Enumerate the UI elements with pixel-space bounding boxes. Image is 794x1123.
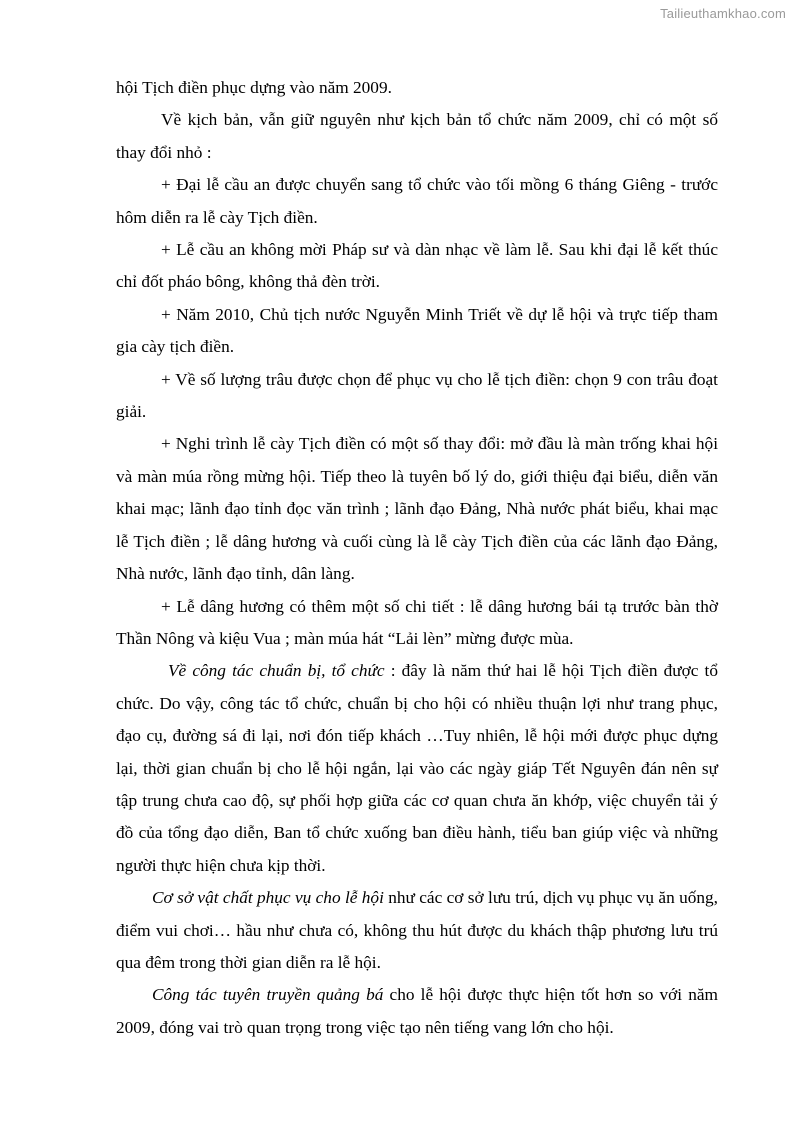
preparation-heading: Về công tác chuẩn bị, tổ chức — [168, 661, 385, 681]
paragraph-facilities — [116, 882, 718, 979]
preparation-text: : đây là năm thứ hai lễ hội Tịch điền được tổ chức. Do vậy, công tác tổ chức, chuẩn bị cho hội có nhiều thuận lợi như trang phục, đạo cụ, đường sá đi lại, nơi đón tiếp khách …Tuy nhiên, lễ hội mới được phục dựng lại, thời gian chuẩn bị cho lễ hội ngắn, lại vào các ngày giáp Tết Nguyên đán nên sự tập trung chưa cao độ, sự phối hợp giữa các cơ quan chưa ăn khớp, việc chuyển tải ý đồ của tổng đạo diễn, Ban tổ chức xuống ban điều hành, tiểu ban giúp việc và những người thực hiện chưa kịp thời. — [116, 661, 718, 875]
paragraph-item-buffalo: + Về số lượng trâu được chọn để phục vụ cho lễ tịch điền: chọn 9 con trâu đoạt giải. — [116, 369, 718, 422]
facilities-text: như các cơ sở lưu trú, dịch vụ phục vụ ăn uống, điểm vui chơi… hầu như chưa có, không thu hút được du khách thập phương lưu trú qua đêm trong thời gian diễn ra lễ hội. — [116, 888, 718, 972]
facilities-heading: Cơ sở vật chất phục vụ cho lễ hội — [152, 888, 384, 908]
paragraph-item-program: + Nghi trình lễ cày Tịch điền có một số thay đổi: mở đầu là màn trống khai hội và màn múa rồng mừng hội. Tiếp theo là tuyên bố lý do, giới thiệu đại biểu, diễn văn khai mạc; lãnh đạo tỉnh đọc văn trình ; lãnh đạo Đảng, Nhà nước phát biểu, khai mạc lễ Tịch điền ; lễ dâng hương và cuối cùng là lễ cày Tịch điền của các lãnh đạo Đảng, Nhà nước, lãnh đạo tỉnh, dân làng. — [116, 434, 718, 584]
paragraph-continuation: hội Tịch điền phục dựng vào năm 2009. — [116, 78, 392, 97]
paragraph-promotion — [116, 979, 718, 1044]
promotion-heading: Công tác tuyên truyền quảng bá — [152, 985, 384, 1005]
paragraph-item-president: + Năm 2010, Chủ tịch nước Nguyễn Minh Triết về dự lễ hội và trực tiếp tham gia cày tịch điền. — [116, 304, 718, 357]
document-body — [116, 72, 718, 1044]
paragraph-item-ceremony-moved: + Đại lễ cầu an được chuyển sang tổ chức vào tối mồng 6 tháng Giêng - trước hôm diễn ra lễ cày Tịch điền. — [116, 175, 718, 227]
paragraph-item-incense: + Lễ dâng hương có thêm một số chi tiết : lễ dâng hương bái tạ trước bàn thờ Thần Nông và kiệu Vua ; màn múa hát “Lải lèn” mừng được mùa. — [116, 596, 718, 648]
promotion-text: cho lễ hội được thực hiện tốt hơn so với năm 2009, đóng vai trò quan trọng trong việc tạo nên tiếng vang lớn cho hội. — [116, 985, 718, 1037]
paragraph-item-no-priest: + Lễ cầu an không mời Pháp sư và dàn nhạc về làm lễ. Sau khi đại lễ kết thúc chỉ đốt pháo bông, không thả đèn trời. — [116, 240, 718, 292]
site-watermark: Tailieuthamkhao.com — [660, 6, 786, 21]
paragraph-script: Về kịch bản, vẫn giữ nguyên như kịch bản tổ chức năm 2009, chỉ có một số thay đổi nhỏ : — [116, 110, 718, 162]
paragraph-preparation — [116, 655, 718, 882]
